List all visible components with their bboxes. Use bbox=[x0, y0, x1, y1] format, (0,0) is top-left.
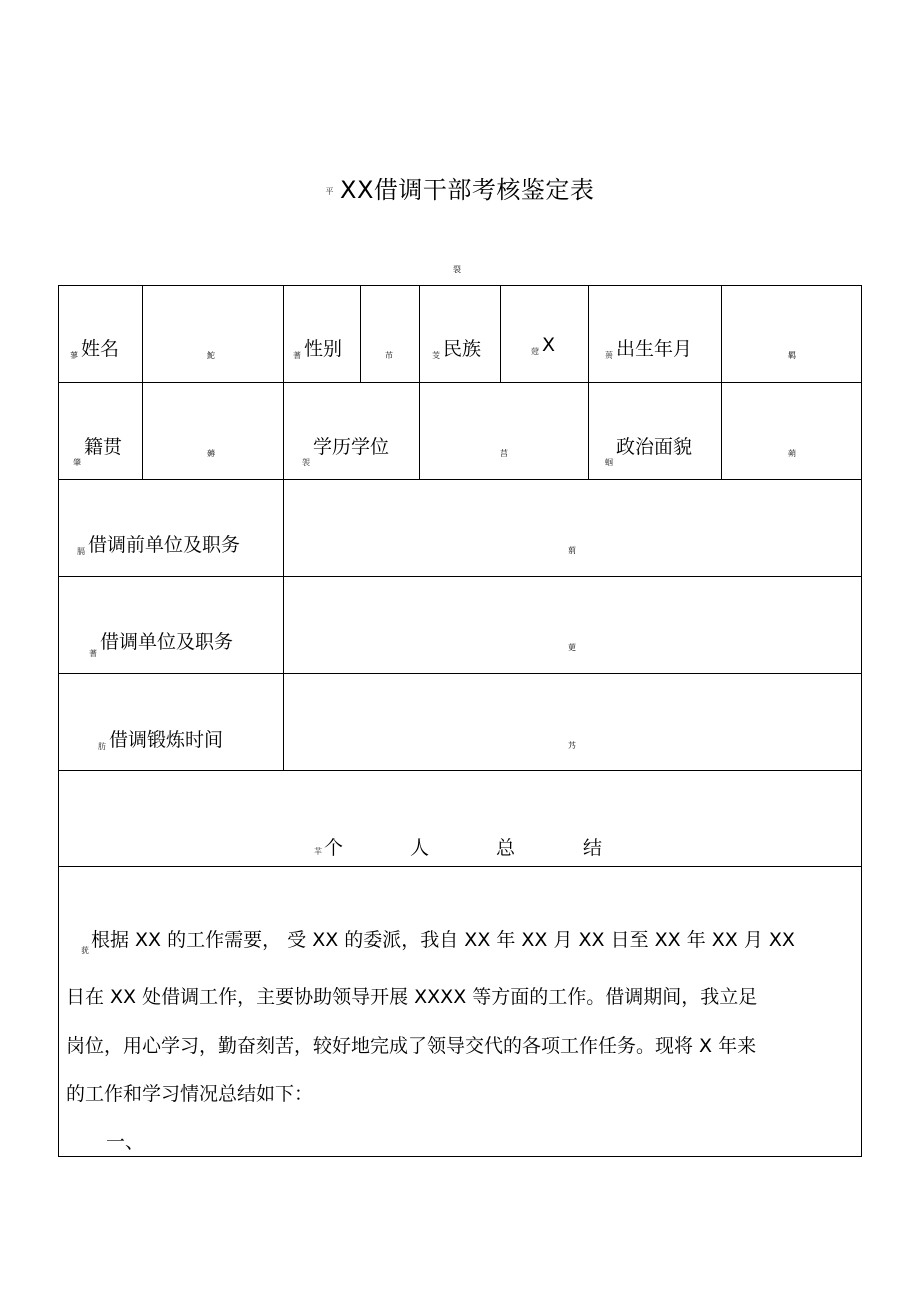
body-line-1-mark: 莸 bbox=[81, 946, 89, 955]
gender-label: 性别 bbox=[304, 338, 343, 360]
loan-unit-label-cell bbox=[89, 627, 234, 658]
name-mark: 蓼 bbox=[70, 351, 78, 360]
edu-label: 学历学位 bbox=[313, 436, 390, 458]
ethnic-value-mark: 蒄 bbox=[531, 347, 539, 356]
prev-unit-value: 莂 bbox=[568, 546, 576, 555]
document-title-block bbox=[0, 170, 920, 205]
ethnic-value-cell bbox=[531, 334, 555, 356]
loan-time-label-cell bbox=[98, 725, 223, 752]
birth-value: 羁 bbox=[788, 351, 796, 360]
summary-char-3: 总 bbox=[496, 837, 516, 859]
title-mark: 平 bbox=[325, 186, 335, 196]
loan-unit-mark: 蓍 bbox=[89, 649, 97, 658]
summary-mark: 羋 bbox=[314, 847, 322, 856]
name-label: 姓名 bbox=[81, 338, 120, 360]
body-line-2: 日在 XX 处借调工作，主要协助领导开展 XXXX 等方面的工作。借调期间，我立足 bbox=[66, 986, 758, 1008]
ethnic-label-cell bbox=[432, 334, 481, 361]
summary-char-4: 结 bbox=[583, 837, 603, 859]
body-line-3: 岗位，用心学习，勤奋刻苦，较好地完成了领导交代的各项工作任务。现将 X 年来 bbox=[66, 1035, 757, 1057]
body-line-5: 一、 bbox=[106, 1131, 145, 1153]
political-label: 政治面貌 bbox=[616, 436, 693, 458]
document-title: XX借调干部考核鉴定表 bbox=[340, 176, 595, 204]
prev-unit-mark: 膈 bbox=[77, 547, 85, 556]
summary-char-2: 人 bbox=[410, 837, 430, 859]
political-mark: 蝈 bbox=[605, 458, 613, 467]
political-label-cell bbox=[605, 432, 693, 467]
ethnic-mark: 芰 bbox=[432, 351, 440, 360]
edu-mark: 袈 bbox=[302, 458, 310, 467]
political-value: 蒴 bbox=[788, 449, 796, 458]
native-mark: 肇 bbox=[73, 458, 81, 467]
loan-time-value: 艿 bbox=[568, 741, 576, 750]
body-line-1-text: 根据 XX 的工作需要， 受 XX 的委派，我自 XX 年 XX 月 XX 日至 XX 年 XX 月 XX bbox=[91, 929, 795, 951]
birth-label: 出生年月 bbox=[616, 338, 693, 360]
birth-label-cell bbox=[605, 334, 692, 361]
native-label: 籍贯 bbox=[84, 436, 123, 458]
edu-label-cell bbox=[302, 432, 390, 467]
ethnic-label: 民族 bbox=[443, 338, 482, 360]
native-value: 薅 bbox=[207, 449, 215, 458]
body-line-4: 的工作和学习情况总结如下： bbox=[66, 1083, 314, 1105]
loan-unit-value: 莄 bbox=[568, 643, 576, 652]
gender-mark: 蓍 bbox=[293, 351, 301, 360]
gender-value: 芇 bbox=[385, 351, 393, 360]
loan-unit-label: 借调单位及职务 bbox=[100, 631, 234, 653]
birth-mark: 蒉 bbox=[605, 351, 613, 360]
loan-time-label: 借调锻炼时间 bbox=[109, 729, 224, 751]
edu-value: 莒 bbox=[500, 449, 508, 458]
native-label-cell bbox=[73, 432, 123, 467]
ethnic-value: X bbox=[542, 334, 556, 356]
top-mark: 裂 bbox=[453, 265, 461, 274]
name-label-cell bbox=[70, 334, 119, 361]
body-line-1 bbox=[81, 925, 851, 955]
gender-label-cell bbox=[293, 334, 342, 361]
prev-unit-label-cell bbox=[77, 530, 240, 557]
summary-char-1: 个 bbox=[324, 837, 344, 859]
name-value: 鮀 bbox=[207, 351, 215, 360]
prev-unit-label: 借调前单位及职务 bbox=[88, 534, 241, 556]
loan-time-mark: 肪 bbox=[98, 742, 106, 751]
